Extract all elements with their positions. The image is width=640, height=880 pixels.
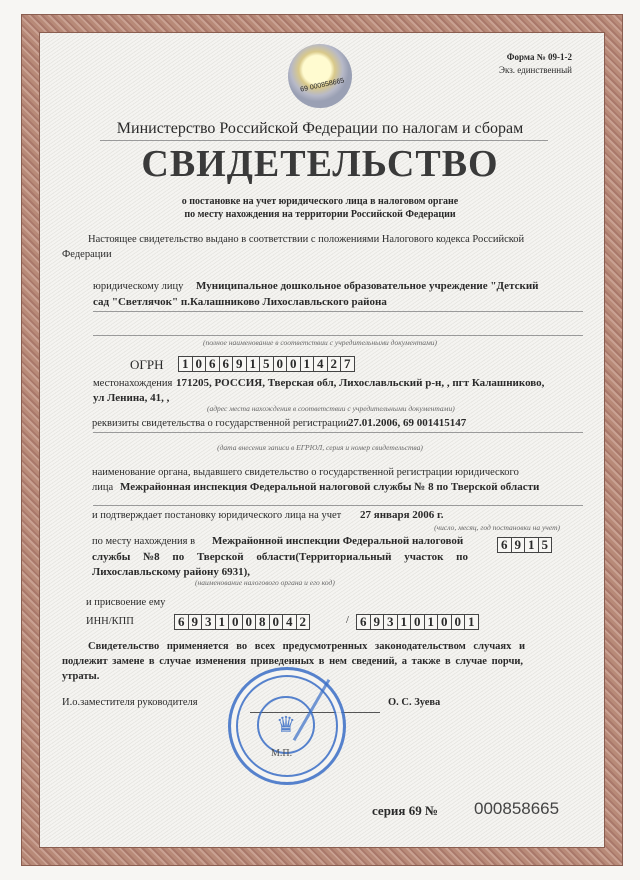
digit-box: 6 bbox=[205, 356, 220, 372]
divider bbox=[100, 140, 548, 141]
tax-office-line-1: Межрайонной инспекции Федеральной налоговой bbox=[212, 535, 464, 547]
hologram-number: 69 000858665 bbox=[299, 77, 346, 94]
copy-note: Экз. единственный bbox=[499, 65, 572, 75]
registration-caption: (дата внесения записи в ЕГРЮЛ, серия и номер свидетельства) bbox=[217, 443, 423, 452]
digit-box: 0 bbox=[192, 356, 207, 372]
digit-box: 0 bbox=[451, 614, 466, 630]
digit-box: 0 bbox=[437, 614, 452, 630]
issuer-line-1: наименование органа, выдавшего свидетельство о государственной регистрации юридического bbox=[92, 467, 519, 478]
inn-kpp-label: ИНН/КПП bbox=[86, 616, 134, 627]
digit-box: 0 bbox=[286, 356, 301, 372]
ogrn-digits bbox=[178, 356, 354, 372]
digit-box: 6 bbox=[174, 614, 189, 630]
digit-box: 0 bbox=[273, 356, 288, 372]
ogrn-label: ОГРН bbox=[130, 357, 164, 372]
official-stamp bbox=[228, 667, 346, 785]
subtitle-line-2: по месту нахождения на территории Российской Федерации bbox=[184, 209, 456, 220]
ministry-heading: Министерство Российской Федерации по налогам и сборам bbox=[116, 120, 524, 137]
entity-caption: (полное наименование в соответствии с учредительными документами) bbox=[203, 338, 437, 347]
tax-office-caption: (наименование налогового органа и его код) bbox=[195, 578, 335, 587]
subtitle-line-1: о постановке на учет юридического лица в налоговом органе bbox=[181, 196, 459, 207]
digit-box: 7 bbox=[340, 356, 355, 372]
digit-box: 1 bbox=[300, 356, 315, 372]
confirm-label: и подтверждает постановку юридического лица на учет bbox=[92, 510, 342, 521]
digit-box: 3 bbox=[201, 614, 216, 630]
entity-name-2: сад "Светлячок" п.Калашниково Лихославльского района bbox=[93, 296, 387, 308]
tax-office-label: по месту нахождения в bbox=[92, 536, 196, 547]
form-number: Форма № 09-1-2 bbox=[506, 52, 572, 62]
registration-value: 27.01.2006, 69 001415147 bbox=[348, 417, 467, 429]
issuer-label: лица bbox=[92, 482, 114, 493]
intro-line-1: Настоящее свидетельство выдано в соответствии с положениями Налогового кодекса Российской bbox=[88, 234, 525, 245]
digit-box: 1 bbox=[424, 614, 439, 630]
address-label: местонахождения bbox=[93, 378, 173, 389]
digit-box: 1 bbox=[246, 356, 261, 372]
digit-box: 9 bbox=[511, 537, 526, 553]
tax-office-line-3: Лихославльскому району 6931), bbox=[92, 566, 251, 578]
inn-kpp-separator: / bbox=[346, 615, 349, 626]
confirm-date: 27 января 2006 г. bbox=[360, 509, 444, 521]
tax-office-code bbox=[497, 537, 551, 553]
digit-box: 0 bbox=[269, 614, 284, 630]
notice-line-2: подлежит замене в случае изменения приведенных в нем сведений, а также в случае порчи, bbox=[62, 656, 524, 667]
digit-box: 3 bbox=[383, 614, 398, 630]
address-caption: (адрес места нахождения в соответствии с учредительными документами) bbox=[207, 404, 455, 413]
document-title: СВИДЕТЕЛЬСТВО bbox=[141, 143, 499, 185]
digit-box: 6 bbox=[497, 537, 512, 553]
assign-label: и присвоение ему bbox=[86, 597, 166, 608]
digit-box: 0 bbox=[228, 614, 243, 630]
underline bbox=[93, 505, 583, 506]
digit-box: 5 bbox=[259, 356, 274, 372]
digit-box: 8 bbox=[255, 614, 270, 630]
digit-box: 0 bbox=[410, 614, 425, 630]
digit-box: 9 bbox=[232, 356, 247, 372]
digit-box: 1 bbox=[464, 614, 479, 630]
kpp-digits bbox=[356, 614, 478, 630]
digit-box: 2 bbox=[327, 356, 342, 372]
digit-box: 2 bbox=[296, 614, 311, 630]
address-line-2: ул Ленина, 41, , bbox=[93, 392, 170, 404]
underline bbox=[93, 432, 583, 433]
digit-box: 9 bbox=[188, 614, 203, 630]
tax-office-line-2: службы №8 по Тверской области(Территориальный участок по bbox=[92, 551, 469, 563]
digit-box: 1 bbox=[215, 614, 230, 630]
entity-label: юридическому лицу bbox=[93, 281, 184, 292]
digit-box: 5 bbox=[538, 537, 553, 553]
underline bbox=[93, 311, 583, 312]
confirm-caption: (число, месяц, год постановки на учет) bbox=[434, 523, 560, 532]
entity-name-1: Муниципальное дошкольное образовательное учреждение "Детский bbox=[196, 280, 539, 292]
digit-box: 0 bbox=[242, 614, 257, 630]
signer-name: О. С. Зуева bbox=[388, 697, 441, 708]
stamp-mark: М.П. bbox=[271, 748, 293, 759]
inn-digits bbox=[174, 614, 309, 630]
digit-box: 6 bbox=[219, 356, 234, 372]
hologram-seal bbox=[288, 44, 352, 108]
serial-number: 000858665 bbox=[474, 799, 560, 818]
digit-box: 1 bbox=[397, 614, 412, 630]
intro-line-2: Федерации bbox=[62, 249, 112, 260]
digit-box: 9 bbox=[370, 614, 385, 630]
digit-box: 1 bbox=[178, 356, 193, 372]
notice-line-3: утраты. bbox=[62, 671, 100, 682]
serial-label: серия 69 № bbox=[372, 803, 439, 818]
signer-position: И.о.заместителя руководителя bbox=[62, 697, 198, 708]
underline bbox=[93, 335, 583, 336]
eagle-emblem-icon: ♛ bbox=[257, 696, 315, 754]
digit-box: 4 bbox=[282, 614, 297, 630]
digit-box: 6 bbox=[356, 614, 371, 630]
issuer-value: Межрайонная инспекция Федеральной налоговой службы № 8 по Тверской области bbox=[120, 481, 540, 493]
digit-box: 4 bbox=[313, 356, 328, 372]
digit-box: 1 bbox=[524, 537, 539, 553]
registration-label: реквизиты свидетельства о государственной регистрации bbox=[92, 418, 349, 429]
address-line-1: 171205, РОССИЯ, Тверская обл, Лихославльский р-н, , пгт Калашниково, bbox=[176, 377, 545, 389]
notice-line-1: Свидетельство применяется во всех предусмотренных законодательством случаях и bbox=[88, 641, 526, 652]
